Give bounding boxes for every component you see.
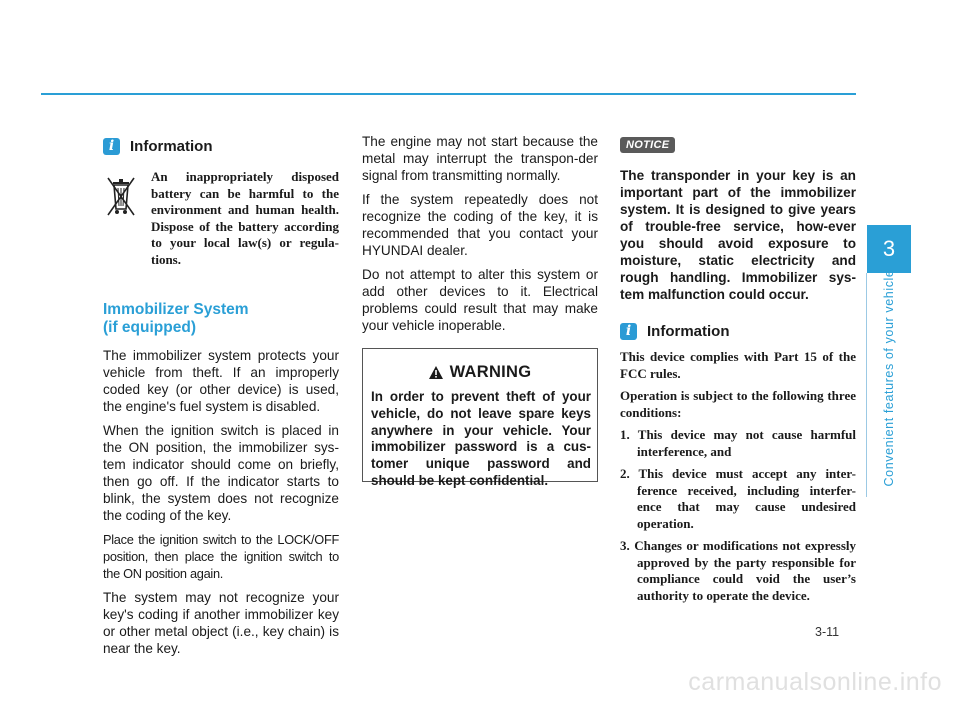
top-rule (41, 93, 856, 95)
list-item: 3. Changes or modifications not expressly approved by the party responsible for compliance could void the user’s authority to operate the device. (620, 538, 856, 603)
info-title: Information (647, 323, 730, 340)
paragraph: Do not attempt to alter this system or add other devices to it. Electrical problems could result that may make your vehicle inoperable. (362, 267, 598, 333)
info-icon: i (103, 138, 120, 155)
paragraph: Place the ignition switch to the LOCK/OFF position, then place the ignition switch to the ON position again. (103, 532, 339, 581)
battery-note-text: An inappropriately disposed battery can be harmful to the environment and human health. Dispose of the battery according to your local law(s) or regula-tions. (151, 169, 339, 267)
paragraph: The system may not recognize your key's coding if another immobilizer key or other metal object (i.e., key chain) is near the key. (103, 590, 339, 656)
notice-text: The transponder in your key is an important part of the immobilizer system. It is designed to give years of trouble-free service, how-ever you should avoid exposure to moisture, static electricity and rough handling. Immobilizer sys-tem malfunction could occur. (620, 168, 856, 302)
warning-header (363, 349, 597, 381)
side-divider (866, 273, 867, 497)
footer-watermark: carmanualsonline.info (688, 668, 942, 696)
section-title-line1: Immobilizer System (103, 301, 249, 318)
paragraph: When the ignition switch is placed in the ON position, the immobilizer sys-tem indicator should come on briefly, then go off. If the indicator starts to blink, the system does not recognize the coding of the key. (103, 423, 339, 523)
fcc-conditions-intro: Operation is subject to the following three conditions: (620, 388, 856, 420)
left-column (103, 130, 339, 664)
paragraph: If the system repeatedly does not recognize the coding of the key, it is recommended that you contact your HYUNDAI dealer. (362, 192, 598, 258)
section-title-line2: (if equipped) (103, 319, 196, 336)
info-header (103, 138, 339, 155)
notice-badge: NOTICE (620, 137, 675, 153)
warning-text: In order to prevent theft of your vehicle, do not leave spare keys anywhere in your vehicle. Your immobilizer password is a cus-tomer unique password and should be kept confidential. (371, 389, 591, 488)
list-item: 2. This device must accept any inter-ference received, including interfer-ence that may cause undesired operation. (620, 466, 856, 531)
warning-label: WARNING (449, 362, 532, 381)
right-column (620, 130, 856, 610)
warning-triangle-icon (429, 366, 443, 379)
info-icon: i (620, 323, 637, 340)
list-item: 1. This device may not cause harmful interference, and (620, 427, 856, 459)
paragraph: The immobilizer system protects your vehicle from theft. If an improperly coded key (or other device) is used, the engine's fuel system is disabled. (103, 348, 339, 414)
fcc-conditions-list (620, 427, 856, 604)
crossed-out-bin-icon (103, 175, 139, 219)
middle-column (362, 133, 598, 488)
battery-disposal-note (103, 169, 339, 268)
page-number: 3-11 (815, 625, 840, 639)
info-header (620, 323, 856, 340)
warning-box (362, 348, 598, 488)
section-title (103, 301, 339, 337)
fcc-intro: This device complies with Part 15 of the FCC rules. (620, 349, 856, 381)
info-title: Information (130, 138, 213, 155)
paragraph: The engine may not start because the metal may interrupt the transpon-der signal from transmitting normally. (362, 134, 598, 183)
chapter-tab: 3 (867, 225, 911, 273)
chapter-title: Convenient features of your vehicle (882, 269, 896, 487)
